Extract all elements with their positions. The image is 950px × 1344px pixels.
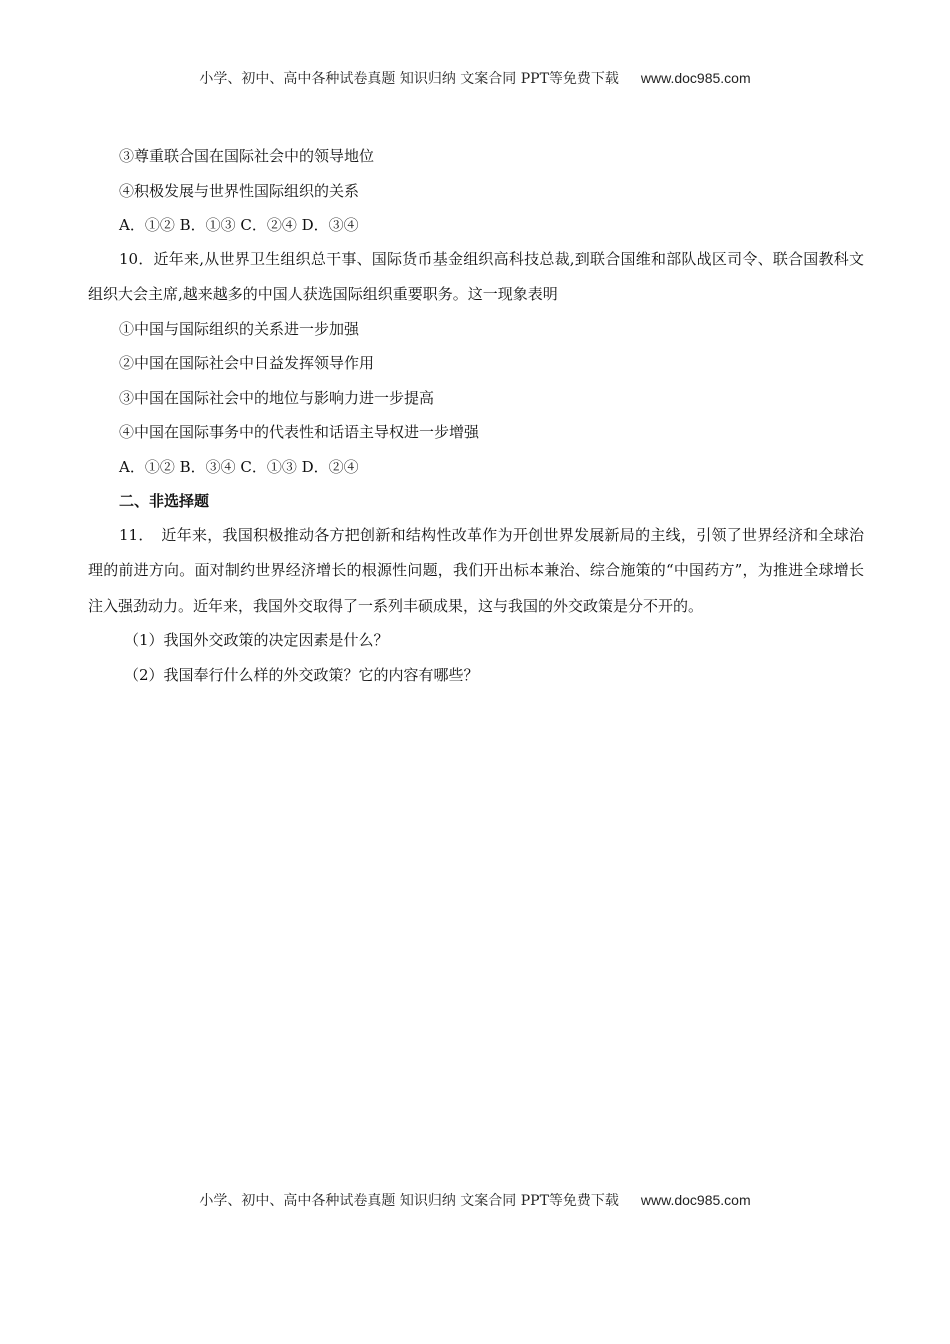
q11-subquestion-1: （1）我国外交政策的决定因素是什么？ (124, 631, 389, 649)
q10-answer-choices: A．①② B．③④ C．①③ D．②④ (119, 457, 359, 476)
q11-stem: 11． 近年来，我国积极推动各方把创新和结构性改革作为开创世界发展新局的主线，引领了世界经济和全球治理的前进方向。面对制约世界经济增长的根源性问题，我们开出标本兼治、综合施策的“中国药方”，为推进全球增长注入强劲动力。近年来，我国外交取得了一系列丰硕成果，这与我国的外交政策是分不开的。 (88, 525, 864, 615)
footer-site-link[interactable]: www.doc985.com (640, 1192, 751, 1208)
q10-option-2: ②中国在国际社会中日益发挥领导作用 (119, 354, 375, 372)
q10-option-4: ④中国在国际事务中的代表性和话语主导权进一步增强 (119, 423, 480, 441)
q9-option-4: ④积极发展与世界性国际组织的关系 (119, 181, 360, 200)
section-title-non-choice: 二、非选择题 (119, 492, 210, 510)
page-footer (0, 1190, 950, 1210)
q9-option-3: ③尊重联合国在国际社会中的领导地位 (119, 147, 375, 165)
exam-content (88, 142, 864, 695)
q10-option-3: ③中国在国际社会中的地位与影响力进一步提高 (119, 388, 435, 407)
header-site-link[interactable]: www.doc985.com (640, 70, 751, 86)
q10-stem: 10．近年来,从世界卫生组织总干事、国际货币基金组织高科技总裁,到联合国维和部队战区司令、联合国教科文组织大会主席,越来越多的中国人获选国际组织重要职务。这一现象表明 (88, 249, 864, 303)
footer-text: 小学、初中、高中各种试卷真题 知识归纳 文案合同 PPT等免费下载 (199, 1193, 619, 1209)
q10-option-1: ①中国与国际组织的关系进一步加强 (119, 319, 360, 338)
header-text: 小学、初中、高中各种试卷真题 知识归纳 文案合同 PPT等免费下载 (199, 71, 619, 87)
q11-subquestion-2: （2）我国奉行什么样的外交政策？它的内容有哪些？ (124, 665, 479, 684)
page-header (0, 68, 950, 88)
q9-answer-choices: A．①② B．①③ C．②④ D．③④ (119, 216, 359, 234)
